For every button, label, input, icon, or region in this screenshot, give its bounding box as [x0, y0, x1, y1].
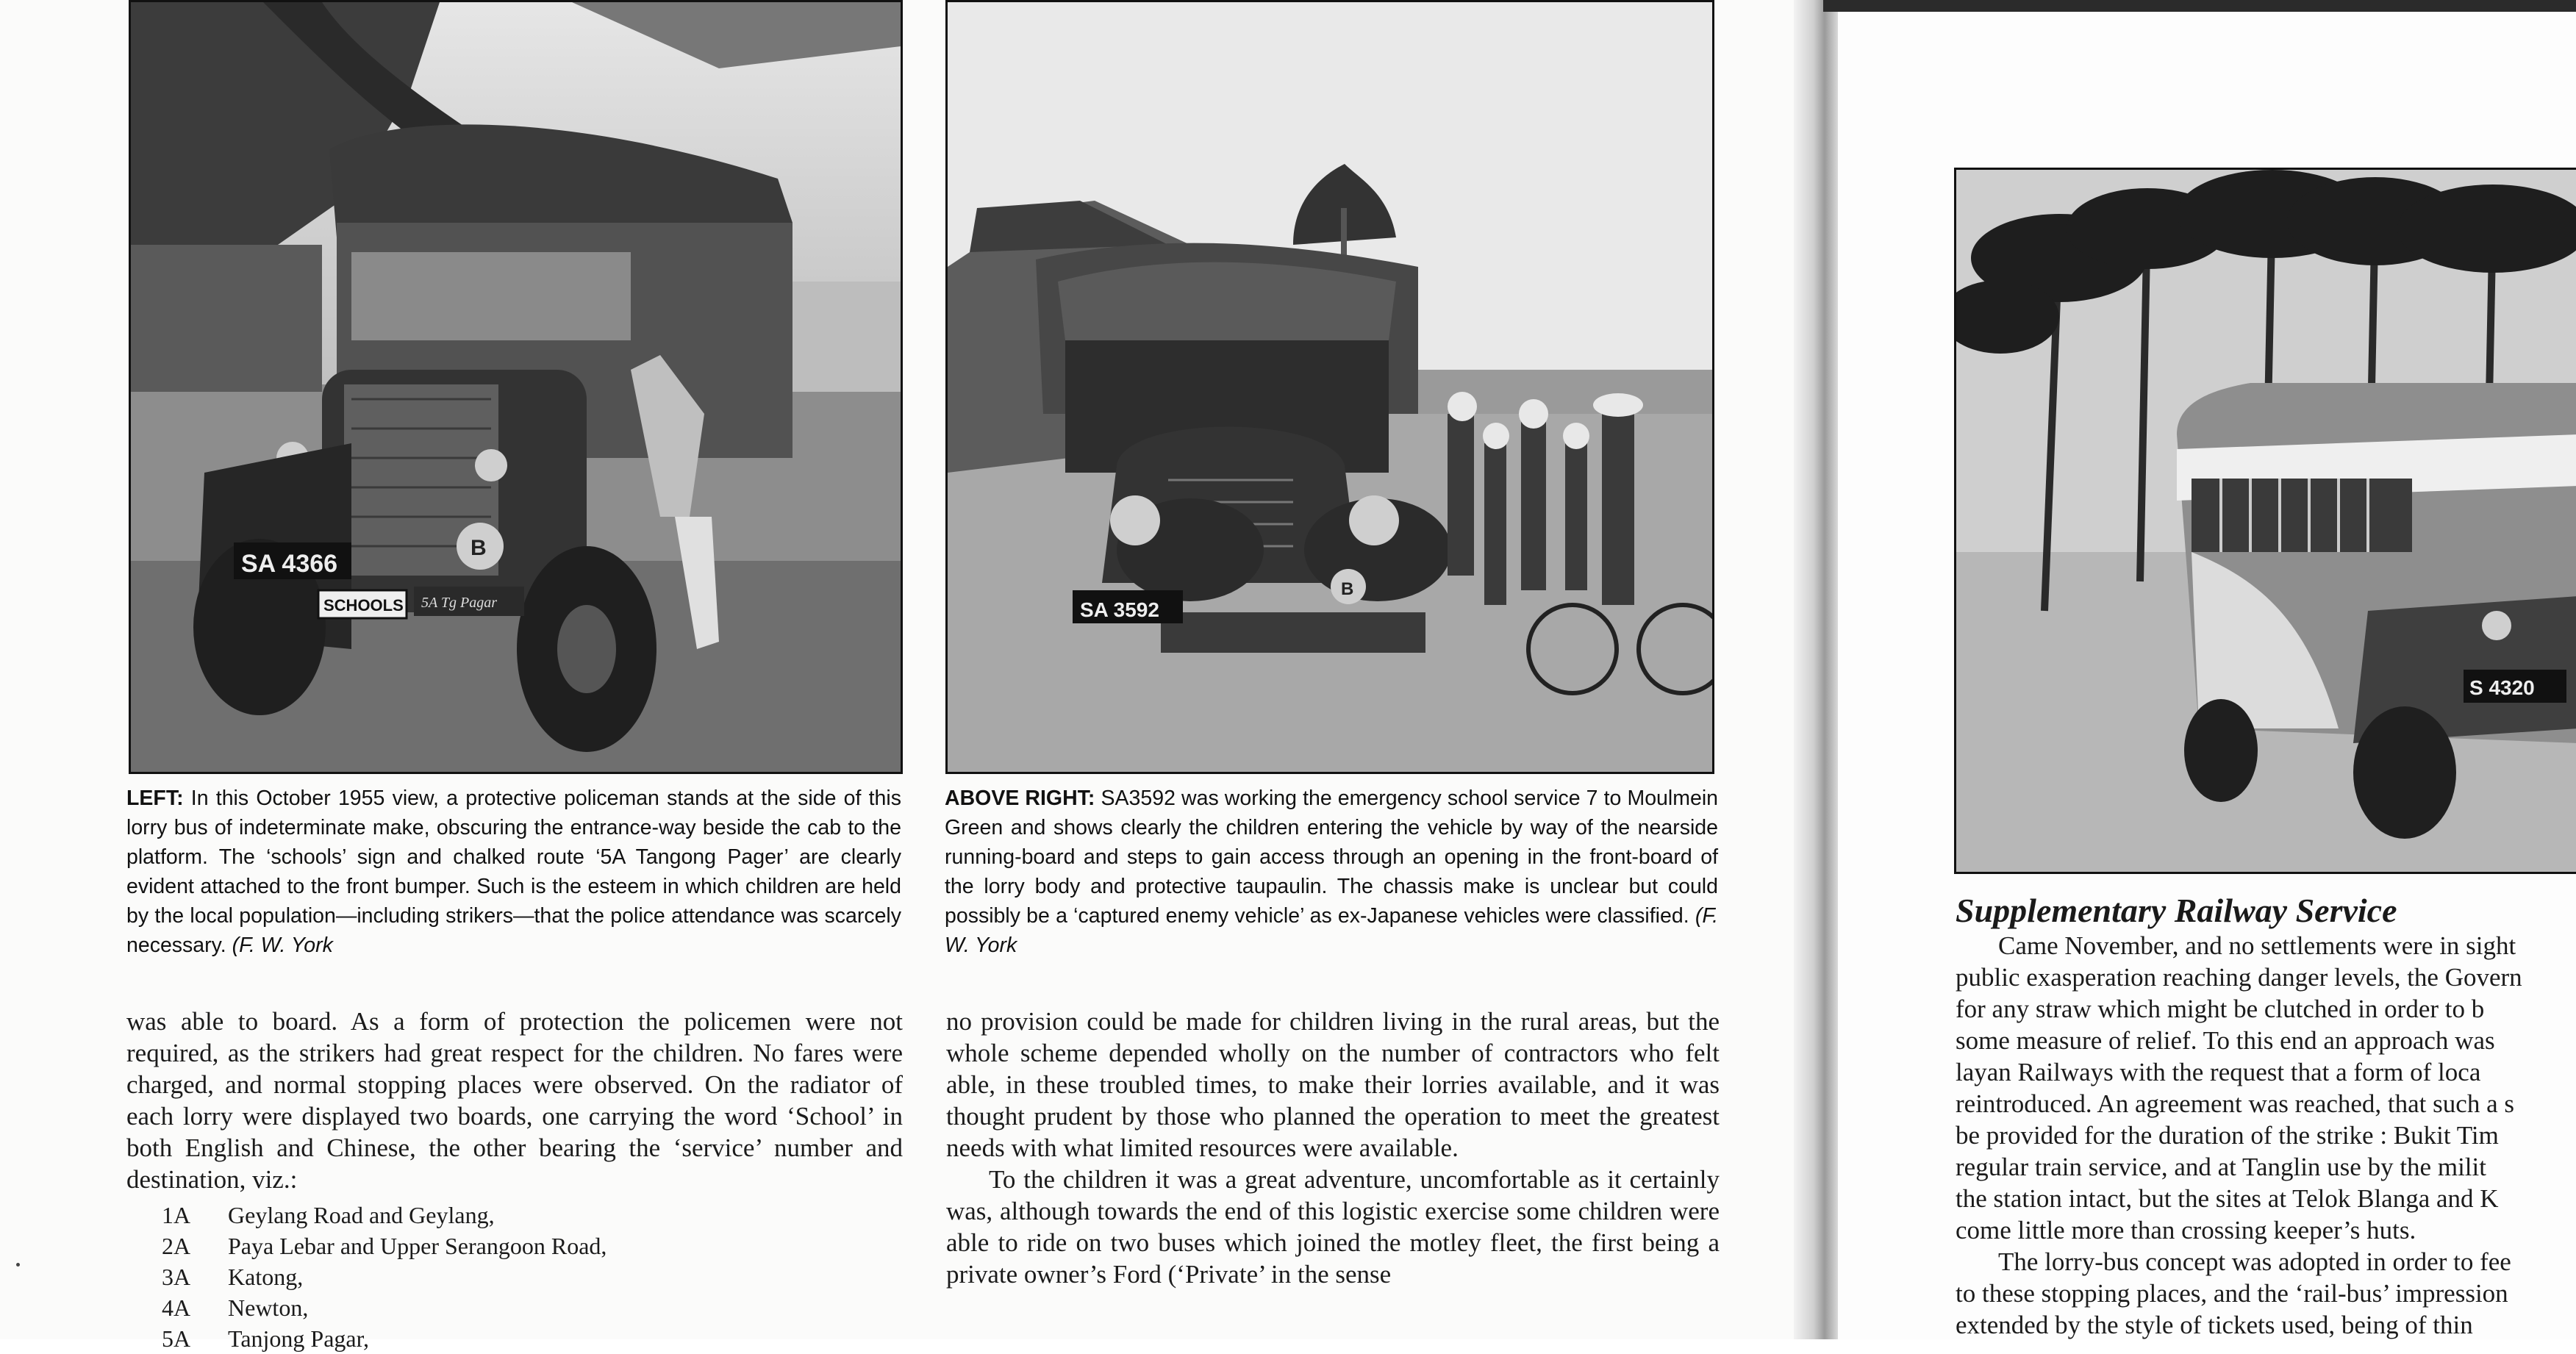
caption-left-text: In this October 1955 view, a protective policeman stands at the side of this lorry bus of indeterminate make, obscuring the entrance-way beside the cab to the platform. The ‘schools’ sign and chalked route ‘5A Tangong Pager’ are clearly evident attached to the front bumper. Such is the esteem in which children are held by the local population—including strikers—that the police attendance was scarcely necessary. — [126, 787, 901, 957]
margin-speck — [16, 1263, 20, 1267]
caption-right-text: SA3592 was working the emergency school service 7 to Moulmein Green and shows clearly the children entering the vehicle by way of the nearside running-board and steps to gain access through an opening in the front-board of the lorry body and protective taupaulin. The chassis make is unclear but could possibly be a ‘captured enemy vehicle’ as ex-Japanese vehicles were classified. — [945, 787, 1718, 928]
text-line: be provided for the duration of the strike : Bukit Tim — [1956, 1121, 2499, 1150]
text-line: for any straw which might be clutched in order to b — [1956, 995, 2485, 1023]
caption-left-credit: (F. W. York — [232, 934, 333, 957]
route-code: 4A — [162, 1294, 191, 1321]
photo-lorry-children — [945, 0, 1714, 774]
route-item — [126, 1200, 903, 1231]
body-paragraph: To the children it was a great adventure, uncomfortable as it certainly was, although towards the end of this logistic exercise some children were able to ride on two buses which joined the motley fleet, the first being a private owner’s Ford (‘Private’ in the sense — [946, 1165, 1720, 1289]
body-paragraph: no provision could be made for children living in the rural areas, but the whole scheme depended wholly on the number of contractors who felt able, in these troubled times, to make their lorries available, and it was thought prudent by those who planned the operation to meet the greatest needs with what limited resources were available. — [946, 1007, 1720, 1162]
page-edge-shadow — [1823, 0, 2576, 12]
route-code: 3A — [162, 1264, 191, 1290]
text-line: Came November, and no settlements were in sight — [1998, 931, 2516, 960]
route-item — [126, 1261, 903, 1292]
route-item — [126, 1323, 903, 1354]
text-line: regular train service, and at Tanglin use by the milit — [1956, 1153, 2486, 1181]
route-list — [126, 1200, 903, 1354]
text-line: The lorry-bus concept was adopted in order to fee — [1998, 1247, 2511, 1276]
plate-sa3592: SA 3592 — [1080, 598, 1159, 621]
route-item — [126, 1231, 903, 1261]
caption-left-lead: LEFT: — [126, 787, 184, 810]
text-line: public exasperation reaching danger levels, the Govern — [1956, 963, 2522, 992]
plate-s4320: S 4320 — [2469, 676, 2535, 699]
photo-rail-bus-image — [1956, 170, 2576, 872]
text-line: some measure of relief. To this end an approach was — [1956, 1026, 2495, 1055]
route-item — [126, 1292, 903, 1323]
book-spine — [1794, 0, 1838, 1339]
route-destination: Katong, — [228, 1264, 304, 1290]
route-board: 5A Tg Pagar — [421, 595, 497, 611]
text-line: come little more than crossing keeper’s huts. — [1956, 1216, 2416, 1244]
badge-b-right: B — [1341, 579, 1354, 599]
plate-sa4366: SA 4366 — [241, 550, 338, 578]
route-code: 1A — [162, 1202, 191, 1228]
route-code: 2A — [162, 1233, 191, 1259]
text-line: layan Railways with the request that a form of loca — [1956, 1058, 2481, 1086]
text-line: the station intact, but the sites at Telok Blanga and K — [1956, 1184, 2499, 1213]
photo-rail-bus — [1954, 168, 2576, 874]
route-destination: Paya Lebar and Upper Serangoon Road, — [228, 1233, 607, 1259]
photo-lorry-bus-policeman — [129, 0, 903, 774]
photo-lorry-bus-policeman-image — [131, 2, 901, 772]
route-destination: Newton, — [228, 1294, 309, 1321]
text-line: extended by the style of tickets used, being of thin — [1956, 1311, 2473, 1339]
photo-lorry-children-image — [948, 2, 1712, 772]
caption-right-credit: (F. W. York — [945, 904, 1718, 957]
caption-left-photo — [126, 784, 901, 960]
section-heading: Supplementary Railway Service — [1956, 892, 2397, 929]
schools-sign: SCHOOLS — [323, 596, 404, 615]
caption-right-lead: ABOVE RIGHT: — [945, 787, 1095, 810]
body-paragraph: was able to board. As a form of protection the policemen were not required, as the strikers had great respect for the children. No fares were charged, and normal stopping places were observed. On the radiator of each lorry were displayed two boards, one carrying the word ‘School’ in both English and Chinese, the other bearing the ‘service’ number and destination, viz.: — [126, 1007, 903, 1194]
body-column-middle — [946, 1006, 1720, 1290]
route-destination: Geylang Road and Geylang, — [228, 1202, 495, 1228]
text-line: to these stopping places, and the ‘rail-bus’ impression — [1956, 1279, 2508, 1308]
body-column-left — [126, 1006, 903, 1354]
route-destination: Tanjong Pagar, — [228, 1325, 369, 1352]
caption-right-photo — [945, 784, 1718, 960]
badge-b-left: B — [471, 536, 487, 560]
text-line: reintroduced. An agreement was reached, that such a s — [1956, 1089, 2514, 1118]
body-column-right — [1956, 930, 2576, 1339]
route-code: 5A — [162, 1325, 191, 1352]
